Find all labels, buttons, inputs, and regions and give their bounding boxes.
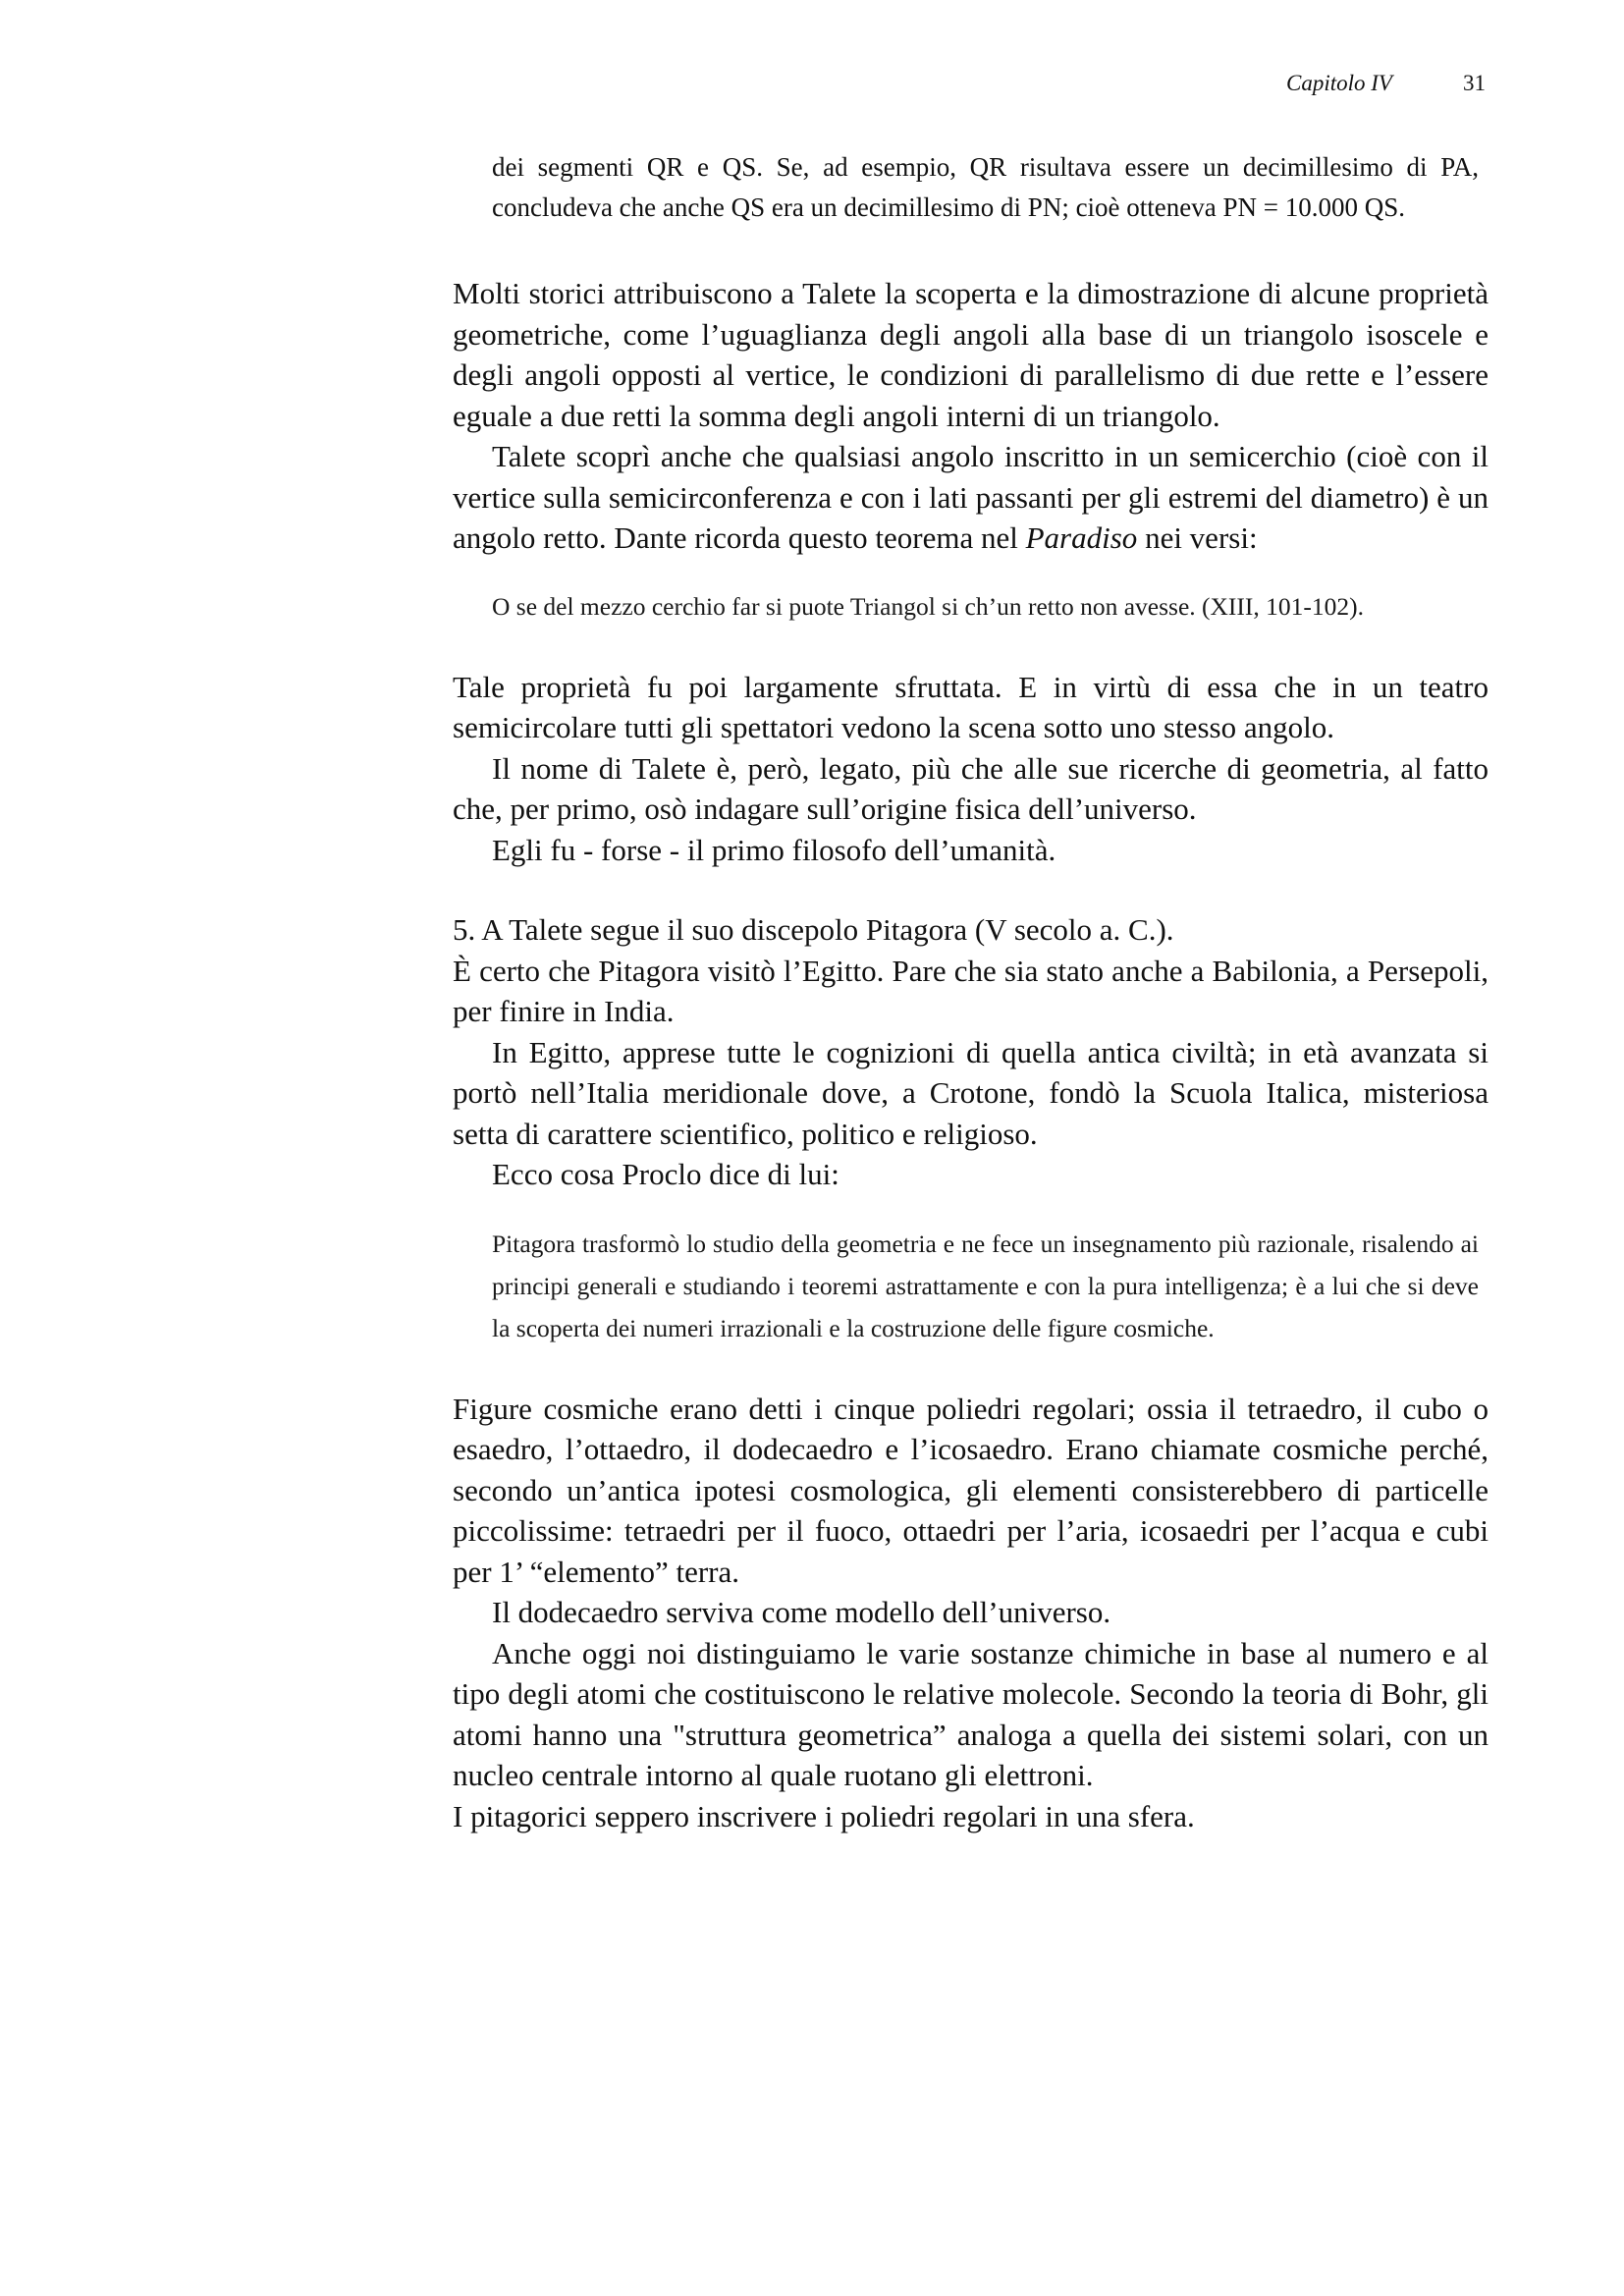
quote-proclo: Pitagora trasformò lo studio della geometria e ne fece un insegnamento più razionale, risalendo ai principi generali e studiando i teoremi astrattamente e con la pura intelligenza; è a lui che si deve la scoperta dei numeri irrazionali e la costruzione delle figure cosmiche. <box>492 1229 1479 1342</box>
spacer <box>453 559 1489 586</box>
page-number: 31 <box>1463 71 1486 95</box>
running-header <box>1286 71 1486 110</box>
chapter-title: Capitolo IV <box>1286 71 1392 95</box>
spacer <box>453 870 1489 909</box>
paragraph-thales-semicircle <box>453 436 1489 559</box>
spacer <box>453 228 1489 273</box>
paragraph-theatre: Tale proprietà fu poi largamente sfruttata. E in virtù di essa che in un teatro semicircolare tutti gli spettatori vedono la scena sotto uno stesso angolo. <box>453 669 1489 744</box>
spacer <box>453 1195 1489 1223</box>
paragraph-thales-origin: Il nome di Talete è, però, legato, più che alle sue ricerche di geometria, al fatto che, per primo, osò indagare sull’origine fisica dell’universo. <box>453 750 1489 826</box>
paragraph-pitagora-egypt: In Egitto, apprese tutte le cognizioni di quella antica civiltà; in età avanzata si portò nell’Italia meridionale dove, a Crotone, fondò la Scuola Italica, misteriosa setta di carattere scientifico, politico e religioso. <box>453 1034 1489 1151</box>
quote-dante: O se del mezzo cerchio far si puote Triangol si ch’un retto non avesse. (XIII, 101-102). <box>492 591 1365 621</box>
spacer <box>453 628 1489 667</box>
section-heading-pitagora: 5. A Talete segue il suo discepolo Pitagora (V secolo a. C.). <box>453 912 1174 947</box>
italic-title-paradiso: Paradiso <box>1025 520 1138 555</box>
paragraph-pythagoreans-sphere: I pitagorici seppero inscrivere i poliedri regolari in una sfera. <box>453 1798 1195 1833</box>
paragraph-dodecahedron: Il dodecaedro serviva come modello dell’universo. <box>492 1595 1111 1629</box>
paragraph-thales-properties: Molti storici attribuiscono a Talete la scoperta e la dimostrazione di alcune proprietà geometriche, come l’uguaglianza degli angoli alla base di un triangolo isoscele e degli angoli opposti al vertice, le condizioni di parallelismo di due rette e l’essere eguale a due retti la somma degli angoli interni di un triangolo. <box>453 276 1489 433</box>
page-body <box>453 147 1489 1836</box>
paragraph-text: Talete scoprì anche che qualsiasi angolo inscritto in un semicerchio (cioè con il vertice sulla semicirconferenza e con i lati passanti per gli estremi del diametro) è un angolo retto. Dante ricorda questo teorema nel <box>453 439 1489 555</box>
paragraph-text: nei versi: <box>1137 520 1258 555</box>
paragraph-cosmic-figures: Figure cosmiche erano detti i cinque poliedri regolari; ossia il tetraedro, il cubo o esaedro, l’ottaedro, il dodecaedro e l’icosaedro. Erano chiamate cosmiche perché, secondo un’antica ipotesi cosmologica, gli elementi consisterebbero di particelle piccolissime: tetraedri per il fuoco, ottaedri per l’aria, icosaedri per l’acqua e cubi per 1’ “elemento” terra. <box>453 1391 1489 1589</box>
paragraph-bohr: Anche oggi noi distinguiamo le varie sostanze chimiche in base al numero e al tipo degli atomi che costituiscono le relative molecole. Secondo la teoria di Bohr, gli atomi hanno una "struttura geometrica” analoga a quella dei sistemi solari, con un nucleo centrale intorno al quale ruotano gli elettroni. <box>453 1635 1489 1792</box>
paragraph-pitagora-travels: È certo che Pitagora visitò l’Egitto. Pare che sia stato anche a Babilonia, a Persepoli, per finire in India. <box>453 953 1489 1028</box>
paragraph-first-philosopher: Egli fu - forse - il primo filosofo dell’umanità. <box>492 832 1056 867</box>
continuation-paragraph: dei segmenti QR e QS. Se, ad esempio, QR risultava essere un decimillesimo di PA, concludeva che anche QS era un decimillesimo di PN; cioè otteneva PN = 10.000 QS. <box>492 152 1479 222</box>
paragraph-proclo-intro: Ecco cosa Proclo dice di lui: <box>492 1157 839 1191</box>
spacer <box>453 1349 1489 1389</box>
